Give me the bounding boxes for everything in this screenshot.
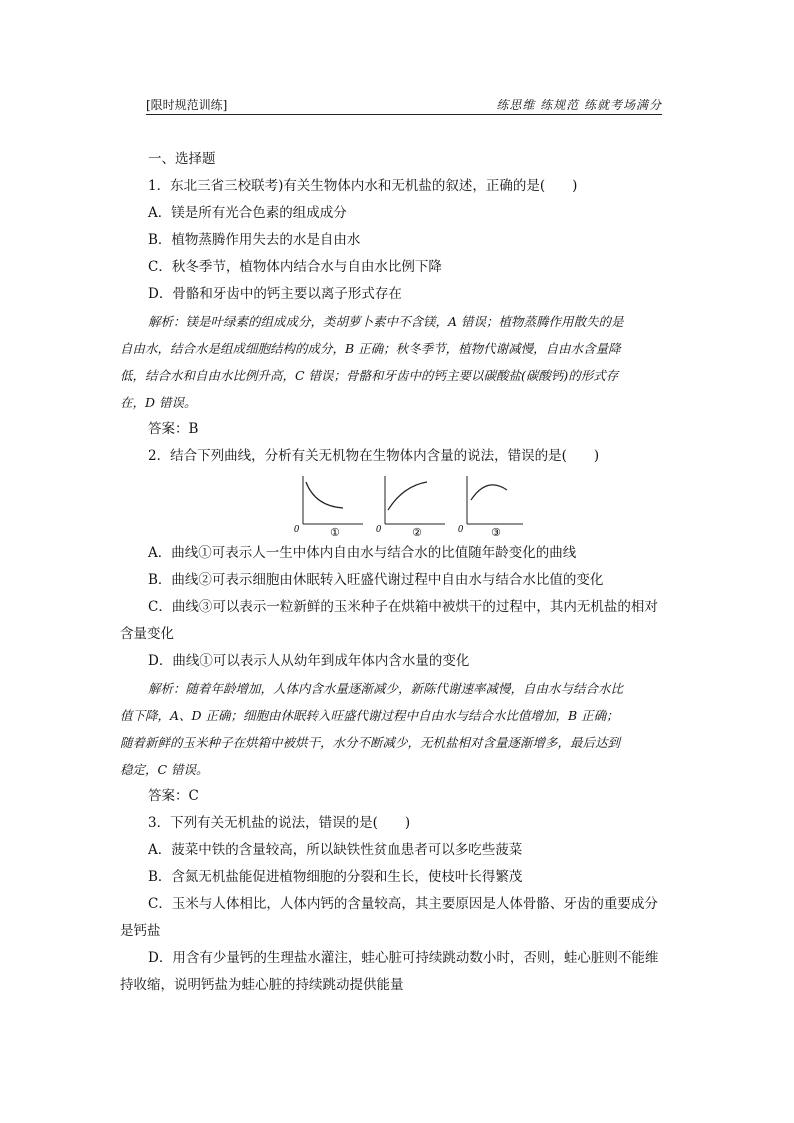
question-2-explanation-line: 值下降，A、D 正确；细胞由休眠转入旺盛代谢过程中自由水与结合水比值增加，B 正确； [120, 708, 619, 723]
header-slogan: 练思维 练规范 练就考场满分 [496, 98, 662, 112]
curve-graph-3 [458, 476, 523, 538]
graph-1-label: ① [330, 526, 340, 538]
question-3-option-line: 是钙盐 [120, 923, 161, 939]
origin-label: 0 [458, 524, 463, 535]
graph-3-label: ③ [491, 526, 501, 538]
curve-2-line [388, 482, 427, 510]
question-1-option-b: B．植物蒸腾作用失去的水是自由水 [148, 232, 361, 248]
question-2-stem: 2．结合下列曲线，分析有关无机物在生物体内含量的说法，错误的是( ) [148, 448, 600, 464]
question-3-stem: 3．下列有关无机盐的说法，错误的是( ) [148, 815, 411, 831]
question-1-option-d: D．骨骼和牙齿中的钙主要以离子形式存在 [148, 286, 402, 302]
question-2-option-line: A．曲线①可表示人一生中体内自由水与结合水的比值随年龄变化的曲线 [148, 545, 577, 561]
section-title: 一、选择题 [148, 151, 216, 167]
question-1-answer: 答案：B [148, 421, 199, 437]
question-1-explanation-line: 低，结合水和自由水比例升高，C 错误；骨骼和牙齿中的钙主要以碳酸盐(碳酸钙)的形式存 [120, 368, 619, 383]
curves-svg [285, 472, 525, 538]
question-1-stem: 1．东北三省三校联考)有关生物体内水和无机盐的叙述，正确的是( ) [148, 178, 578, 194]
curve-graph-1 [294, 476, 363, 538]
question-2-explanation-line: 随着新鲜的玉米种子在烘箱中被烘干，水分不断减少，无机盐相对含量逐渐增多，最后达到 [120, 735, 621, 750]
header-left-label: [限时规范训练] [146, 98, 228, 112]
curve-graph-2 [376, 476, 445, 538]
question-3-option-line: B．含氮无机盐能促进植物细胞的分裂和生长，使枝叶长得繁茂 [148, 869, 523, 885]
question-3-option-line: A．菠菜中铁的含量较高，所以缺铁性贫血患者可以多吃些菠菜 [148, 842, 523, 858]
question-1-option-a: A．镁是所有光合色素的组成成分 [148, 205, 347, 221]
origin-label: 0 [294, 524, 299, 535]
worksheet-content [120, 146, 680, 999]
origin-label: 0 [376, 524, 381, 535]
question-1-explanation-line: 解析：镁是叶绿素的组成成分，类胡萝卜素中不含镁，A 错误；植物蒸腾作用散失的是 [148, 314, 624, 329]
question-2-option-line: 含量变化 [120, 626, 174, 642]
question-3-option-line: D．用含有少量钙的生理盐水灌注，蛙心脏可持续跳动数小时，否则，蛙心脏则不能维 [148, 950, 659, 966]
graph-2-label: ② [412, 526, 422, 538]
question-2-option-line: C．曲线③可以表示一粒新鲜的玉米种子在烘箱中被烘干的过程中，其内无机盐的相对 [148, 599, 658, 615]
curve-diagrams [120, 472, 680, 538]
question-2-explanation-line: 稳定，C 错误。 [120, 762, 209, 777]
question-2-option-line: B．曲线②可表示细胞由休眠转入旺盛代谢过程中自由水与结合水比值的变化 [148, 572, 604, 588]
question-2-explanation-line: 解析：随着年龄增加，人体内含水量逐渐减少，新陈代谢速率减慢，自由水与结合水比 [148, 681, 624, 696]
question-1-option-c: C．秋冬季节，植物体内结合水与自由水比例下降 [148, 259, 442, 275]
question-3-option-line: C．玉米与人体相比，人体内钙的含量较高，其主要原因是人体骨骼、牙齿的重要成分 [148, 896, 658, 912]
curve-1-line [306, 482, 343, 508]
question-1-explanation-line: 在，D 错误。 [120, 395, 197, 410]
question-1-explanation-line: 自由水，结合水是组成细胞结构的成分，B 正确；秋冬季节，植物代谢减慢，自由水含量降 [120, 341, 621, 356]
question-2-option-line: D．曲线①可以表示人从幼年到成年体内含水量的变化 [148, 653, 470, 669]
question-2-answer: 答案：C [148, 788, 199, 804]
curve-3-line [471, 485, 507, 500]
question-3-option-line: 持收缩，说明钙盐为蛙心脏的持续跳动提供能量 [120, 977, 404, 993]
page-header [146, 94, 662, 115]
